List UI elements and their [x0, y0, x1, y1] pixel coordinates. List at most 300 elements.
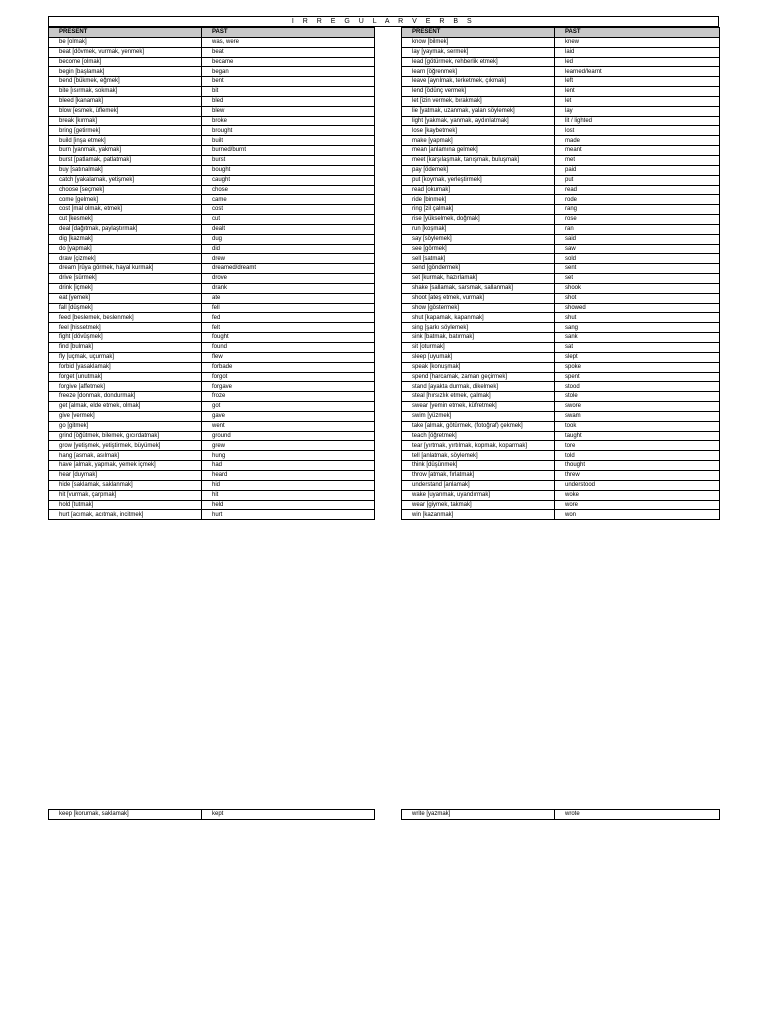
present-form-cell: see [görmek]	[402, 244, 555, 254]
past-form-cell: fell	[202, 303, 375, 313]
table-row	[49, 185, 375, 195]
present-form-cell: understand [anlamak]	[402, 480, 555, 490]
present-form-cell: deal [dağıtmak, paylaştırmak]	[49, 224, 202, 234]
past-form-cell: lost	[555, 126, 720, 136]
verbs-table-right-continued	[401, 809, 720, 820]
present-form-cell: bleed [kanamak]	[49, 96, 202, 106]
present-form-cell: lie [yatmak, uzanmak, yalan söylemek]	[402, 106, 555, 116]
past-form-cell: put	[555, 175, 720, 185]
table-row	[402, 205, 720, 215]
table-row	[402, 195, 720, 205]
past-form-cell: burst	[202, 155, 375, 165]
past-form-cell: made	[555, 136, 720, 146]
past-form-cell: stood	[555, 382, 720, 392]
present-form-cell: bend [bükmek, eğmek]	[49, 77, 202, 87]
table-row	[49, 57, 375, 67]
present-form-cell: stand [ayakta durmak, dikelmek]	[402, 382, 555, 392]
table-row	[402, 451, 720, 461]
table-row	[402, 116, 720, 126]
past-form-cell: shook	[555, 283, 720, 293]
present-form-cell: shut [kapamak, kapanmak]	[402, 313, 555, 323]
table-row	[49, 77, 375, 87]
table-row	[49, 510, 375, 520]
present-form-cell: make [yapmak]	[402, 136, 555, 146]
past-form-cell: rose	[555, 215, 720, 225]
table-row	[49, 175, 375, 185]
present-form-cell: burst [patlamak, patlatmak]	[49, 155, 202, 165]
past-form-cell: fed	[202, 313, 375, 323]
table-row	[49, 155, 375, 165]
present-form-cell: let [izin vermek, bırakmak]	[402, 96, 555, 106]
present-form-cell: hang [asmak, asılmak]	[49, 451, 202, 461]
past-form-cell: bought	[202, 165, 375, 175]
present-form-cell: sink [batmak, batırmak]	[402, 333, 555, 343]
present-form-cell: build [inşa etmek]	[49, 136, 202, 146]
verbs-table-left-continued	[48, 809, 375, 820]
present-form-cell: teach [öğretmek]	[402, 431, 555, 441]
table-row	[402, 224, 720, 234]
present-form-cell: find [bulmak]	[49, 343, 202, 353]
table-row	[49, 215, 375, 225]
table-row	[402, 175, 720, 185]
table-row	[49, 205, 375, 215]
present-form-cell: swear [yemin etmek, küfretmek]	[402, 402, 555, 412]
present-form-cell: shoot [ateş etmek, vurmak]	[402, 293, 555, 303]
present-form-cell: write [yazmak]	[402, 810, 555, 820]
past-form-cell: spent	[555, 372, 720, 382]
present-form-cell: drive [sürmek]	[49, 274, 202, 284]
table-row	[49, 244, 375, 254]
present-form-cell: rise [yükselmek, doğmak]	[402, 215, 555, 225]
table-row	[402, 382, 720, 392]
table-row	[49, 343, 375, 353]
table-row	[402, 333, 720, 343]
table-row	[402, 146, 720, 156]
past-form-cell: grew	[202, 441, 375, 451]
table-row	[402, 77, 720, 87]
past-form-cell: got	[202, 402, 375, 412]
table-row	[49, 362, 375, 372]
table-row	[402, 57, 720, 67]
table-row	[402, 352, 720, 362]
past-form-cell: beat	[202, 47, 375, 57]
past-form-cell: laid	[555, 47, 720, 57]
present-form-cell: take [almak, götürmek, (fotoğraf) çekmek]	[402, 421, 555, 431]
table-row	[402, 264, 720, 274]
table-row	[402, 313, 720, 323]
table-row	[49, 136, 375, 146]
table-row	[402, 421, 720, 431]
present-form-cell: draw [çizmek]	[49, 254, 202, 264]
past-form-cell: went	[202, 421, 375, 431]
table-row	[402, 431, 720, 441]
table-row	[49, 470, 375, 480]
present-form-cell: lose [kaybetmek]	[402, 126, 555, 136]
present-form-cell: tear [yırtmak, yırtılmak, kopmak, koparmak]	[402, 441, 555, 451]
present-form-cell: lead [götürmek, rehberlik etmek]	[402, 57, 555, 67]
present-form-cell: be [olmak]	[49, 37, 202, 47]
table-row	[402, 244, 720, 254]
table-row	[49, 126, 375, 136]
table-row	[402, 47, 720, 57]
past-form-cell: cut	[202, 215, 375, 225]
document-title: I R R E G U L A R V E R B S	[48, 16, 719, 27]
column-header-present: PRESENT	[402, 28, 555, 38]
present-form-cell: grind [öğütmek, bilemek, gıcırdatmak]	[49, 431, 202, 441]
past-form-cell: ate	[202, 293, 375, 303]
present-form-cell: bite [ısırmak, sokmak]	[49, 87, 202, 97]
present-form-cell: steal [hırsızlık etmek, çalmak]	[402, 392, 555, 402]
table-row	[49, 303, 375, 313]
past-form-cell: understood	[555, 480, 720, 490]
present-form-cell: mean [anlamına gelmek]	[402, 146, 555, 156]
table-row	[49, 372, 375, 382]
present-form-cell: forbid [yasaklamak]	[49, 362, 202, 372]
table-header-row	[402, 28, 720, 38]
past-form-cell: burned/burnt	[202, 146, 375, 156]
table-row	[402, 215, 720, 225]
present-form-cell: run [koşmak]	[402, 224, 555, 234]
present-form-cell: sit [oturmak]	[402, 343, 555, 353]
past-form-cell: hit	[202, 490, 375, 500]
past-form-cell: sang	[555, 323, 720, 333]
present-form-cell: pay [ödemek]	[402, 165, 555, 175]
present-form-cell: break [kırmak]	[49, 116, 202, 126]
past-form-cell: rode	[555, 195, 720, 205]
table-row	[49, 195, 375, 205]
table-row	[402, 67, 720, 77]
past-form-cell: hung	[202, 451, 375, 461]
table-row	[402, 323, 720, 333]
present-form-cell: fight [dövüşmek]	[49, 333, 202, 343]
past-form-cell: kept	[202, 810, 375, 820]
table-row	[49, 490, 375, 500]
table-row	[49, 431, 375, 441]
table-row	[402, 402, 720, 412]
past-form-cell: had	[202, 461, 375, 471]
table-row	[49, 165, 375, 175]
present-form-cell: feed [beslemek, beslenmek]	[49, 313, 202, 323]
table-row	[49, 264, 375, 274]
past-form-cell: tore	[555, 441, 720, 451]
table-row	[49, 146, 375, 156]
past-form-cell: ground	[202, 431, 375, 441]
table-row	[49, 810, 375, 820]
past-form-cell: broke	[202, 116, 375, 126]
past-form-cell: left	[555, 77, 720, 87]
past-form-cell: rang	[555, 205, 720, 215]
past-form-cell: meant	[555, 146, 720, 156]
present-form-cell: do [yapmak]	[49, 244, 202, 254]
column-header-past: PAST	[202, 28, 375, 38]
present-form-cell: blow [esmek, üflemek]	[49, 106, 202, 116]
table-row	[402, 461, 720, 471]
table-row	[49, 451, 375, 461]
past-form-cell: sank	[555, 333, 720, 343]
present-form-cell: bring [getirmek]	[49, 126, 202, 136]
column-header-past: PAST	[555, 28, 720, 38]
present-form-cell: forgive [affetmek]	[49, 382, 202, 392]
past-form-cell: swam	[555, 411, 720, 421]
present-form-cell: win [kazanmak]	[402, 510, 555, 520]
past-form-cell: heard	[202, 470, 375, 480]
table-row	[49, 313, 375, 323]
table-row	[402, 96, 720, 106]
past-form-cell: came	[202, 195, 375, 205]
past-form-cell: sent	[555, 264, 720, 274]
past-form-cell: fought	[202, 333, 375, 343]
present-form-cell: forget [unutmak]	[49, 372, 202, 382]
table-row	[402, 136, 720, 146]
past-form-cell: woke	[555, 490, 720, 500]
past-form-cell: caught	[202, 175, 375, 185]
table-row	[402, 254, 720, 264]
past-form-cell: brought	[202, 126, 375, 136]
table-row	[49, 461, 375, 471]
past-form-cell: dreamed/dreamt	[202, 264, 375, 274]
table-row	[402, 362, 720, 372]
present-form-cell: learn [öğrenmek]	[402, 67, 555, 77]
present-form-cell: become [olmak]	[49, 57, 202, 67]
past-form-cell: paid	[555, 165, 720, 175]
table-row	[402, 441, 720, 451]
present-form-cell: sell [satmak]	[402, 254, 555, 264]
table-row	[402, 392, 720, 402]
present-form-cell: come [gelmek]	[49, 195, 202, 205]
past-form-cell: knew	[555, 37, 720, 47]
table-row	[49, 254, 375, 264]
past-form-cell: drove	[202, 274, 375, 284]
table-row	[49, 402, 375, 412]
table-row	[49, 67, 375, 77]
table-row	[49, 116, 375, 126]
past-form-cell: felt	[202, 323, 375, 333]
table-row	[402, 234, 720, 244]
past-form-cell: forgot	[202, 372, 375, 382]
table-row	[402, 480, 720, 490]
past-form-cell: blew	[202, 106, 375, 116]
past-form-cell: held	[202, 500, 375, 510]
table-row	[402, 470, 720, 480]
present-form-cell: fly [uçmak, uçurmak]	[49, 352, 202, 362]
past-form-cell: hurt	[202, 510, 375, 520]
past-form-cell: lit / lighted	[555, 116, 720, 126]
present-form-cell: tell [anlatmak, söylemek]	[402, 451, 555, 461]
table-row	[49, 96, 375, 106]
past-form-cell: lent	[555, 87, 720, 97]
verbs-table-right-body	[402, 37, 720, 519]
past-form-cell: bent	[202, 77, 375, 87]
table-row	[49, 352, 375, 362]
table-row	[402, 411, 720, 421]
present-form-cell: go [gitmek]	[49, 421, 202, 431]
present-form-cell: feel [hissetmek]	[49, 323, 202, 333]
table-row	[402, 87, 720, 97]
table-row	[402, 500, 720, 510]
past-form-cell: met	[555, 155, 720, 165]
present-form-cell: wake [uyanmak, uyandırmak]	[402, 490, 555, 500]
table-row	[49, 480, 375, 490]
past-form-cell: bit	[202, 87, 375, 97]
past-form-cell: hid	[202, 480, 375, 490]
present-form-cell: wear [giymek, takmak]	[402, 500, 555, 510]
past-form-cell: threw	[555, 470, 720, 480]
table-row	[49, 274, 375, 284]
table-row	[402, 37, 720, 47]
present-form-cell: set [kurmak, hazırlamak]	[402, 274, 555, 284]
present-form-cell: lend [ödünç vermek]	[402, 87, 555, 97]
past-form-cell: dug	[202, 234, 375, 244]
past-form-cell: took	[555, 421, 720, 431]
past-form-cell: chose	[202, 185, 375, 195]
present-form-cell: give [vermek]	[49, 411, 202, 421]
past-form-cell: told	[555, 451, 720, 461]
table-row	[49, 224, 375, 234]
table-row	[49, 234, 375, 244]
past-form-cell: found	[202, 343, 375, 353]
present-form-cell: drink [içmek]	[49, 283, 202, 293]
table-row	[49, 441, 375, 451]
past-form-cell: ran	[555, 224, 720, 234]
past-form-cell: drew	[202, 254, 375, 264]
past-form-cell: stole	[555, 392, 720, 402]
past-form-cell: drank	[202, 283, 375, 293]
past-form-cell: shot	[555, 293, 720, 303]
present-form-cell: hide [saklamak, saklanmak]	[49, 480, 202, 490]
past-form-cell: taught	[555, 431, 720, 441]
table-row	[402, 490, 720, 500]
present-form-cell: hurt [acımak, acıtmak, incitmek]	[49, 510, 202, 520]
present-form-cell: buy [satınalmak]	[49, 165, 202, 175]
present-form-cell: know [bilmek]	[402, 37, 555, 47]
present-form-cell: ride [binmek]	[402, 195, 555, 205]
present-form-cell: read [okumak]	[402, 185, 555, 195]
table-row	[49, 283, 375, 293]
table-row	[49, 47, 375, 57]
present-form-cell: fall [düşmek]	[49, 303, 202, 313]
present-form-cell: shake [sallamak, sarsmak, sallanmak]	[402, 283, 555, 293]
table-row	[402, 283, 720, 293]
past-form-cell: swore	[555, 402, 720, 412]
past-form-cell: became	[202, 57, 375, 67]
present-form-cell: get [almak, elde etmek, olmak]	[49, 402, 202, 412]
verbs-table-left-body	[49, 37, 375, 519]
past-form-cell: showed	[555, 303, 720, 313]
table-row	[49, 293, 375, 303]
present-form-cell: spend [harcamak, zaman geçirmek]	[402, 372, 555, 382]
past-form-cell: did	[202, 244, 375, 254]
past-form-cell: spoke	[555, 362, 720, 372]
past-form-cell: forbade	[202, 362, 375, 372]
past-form-cell: won	[555, 510, 720, 520]
table-row	[49, 382, 375, 392]
table-header-row	[49, 28, 375, 38]
present-form-cell: sing [şarkı söylemek]	[402, 323, 555, 333]
past-form-cell: slept	[555, 352, 720, 362]
table-row	[49, 421, 375, 431]
past-form-cell: built	[202, 136, 375, 146]
present-form-cell: catch [yakalamak, yetişmek]	[49, 175, 202, 185]
table-row	[49, 392, 375, 402]
past-form-cell: flew	[202, 352, 375, 362]
present-form-cell: throw [atmak, fırlatmak]	[402, 470, 555, 480]
past-form-cell: forgave	[202, 382, 375, 392]
present-form-cell: hold [tutmak]	[49, 500, 202, 510]
present-form-cell: freeze [donmak, dondurmak]	[49, 392, 202, 402]
past-form-cell: began	[202, 67, 375, 77]
table-row	[402, 293, 720, 303]
past-form-cell: lay	[555, 106, 720, 116]
past-form-cell: let	[555, 96, 720, 106]
present-form-cell: show [göstermek]	[402, 303, 555, 313]
past-form-cell: was, were	[202, 37, 375, 47]
present-form-cell: cost [mal olmak, etmek]	[49, 205, 202, 215]
table-row	[49, 500, 375, 510]
past-form-cell: read	[555, 185, 720, 195]
past-form-cell: cost	[202, 205, 375, 215]
present-form-cell: think [düşünmek]	[402, 461, 555, 471]
table-row	[402, 274, 720, 284]
past-form-cell: thought	[555, 461, 720, 471]
past-form-cell: led	[555, 57, 720, 67]
past-form-cell: froze	[202, 392, 375, 402]
table-row	[49, 106, 375, 116]
present-form-cell: hear [duymak]	[49, 470, 202, 480]
present-form-cell: dream [rüya görmek, hayal kurmak]	[49, 264, 202, 274]
present-form-cell: ring [zil çalmak]	[402, 205, 555, 215]
verbs-table-left	[48, 27, 375, 520]
present-form-cell: hit [vurmak, çarpmak]	[49, 490, 202, 500]
past-form-cell: gave	[202, 411, 375, 421]
present-form-cell: lay [yaymak, sermek]	[402, 47, 555, 57]
present-form-cell: eat [yemek]	[49, 293, 202, 303]
table-row	[402, 155, 720, 165]
present-form-cell: keep [korumak, saklamak]	[49, 810, 202, 820]
table-row	[402, 126, 720, 136]
present-form-cell: cut [kesmek]	[49, 215, 202, 225]
table-row	[402, 372, 720, 382]
present-form-cell: beat [dövmek, vurmak, yenmek]	[49, 47, 202, 57]
present-form-cell: put [koymak, yerleştirmek]	[402, 175, 555, 185]
present-form-cell: grow [yetişmek, yetiştirmek, büyümek]	[49, 441, 202, 451]
present-form-cell: sleep [uyumak]	[402, 352, 555, 362]
present-form-cell: have [almak, yapmak, yemek içmek]	[49, 461, 202, 471]
past-form-cell: bled	[202, 96, 375, 106]
present-form-cell: begin [başlamak]	[49, 67, 202, 77]
table-row	[402, 343, 720, 353]
present-form-cell: dig [kazmak]	[49, 234, 202, 244]
present-form-cell: meet [karşılaşmak, tanışmak, buluşmak]	[402, 155, 555, 165]
table-row	[49, 37, 375, 47]
present-form-cell: choose [seçmek]	[49, 185, 202, 195]
present-form-cell: leave [ayrılmak, terketmek, çıkmak]	[402, 77, 555, 87]
past-form-cell: set	[555, 274, 720, 284]
table-row	[49, 333, 375, 343]
present-form-cell: say [söylemek]	[402, 234, 555, 244]
past-form-cell: sold	[555, 254, 720, 264]
table-row	[402, 185, 720, 195]
past-form-cell: said	[555, 234, 720, 244]
past-form-cell: wrote	[555, 810, 720, 820]
table-row	[402, 810, 720, 820]
table-row	[49, 323, 375, 333]
present-form-cell: speak [konuşmak]	[402, 362, 555, 372]
past-form-cell: learned/learnt	[555, 67, 720, 77]
past-form-cell: dealt	[202, 224, 375, 234]
past-form-cell: sat	[555, 343, 720, 353]
table-row	[402, 106, 720, 116]
table-row	[402, 165, 720, 175]
